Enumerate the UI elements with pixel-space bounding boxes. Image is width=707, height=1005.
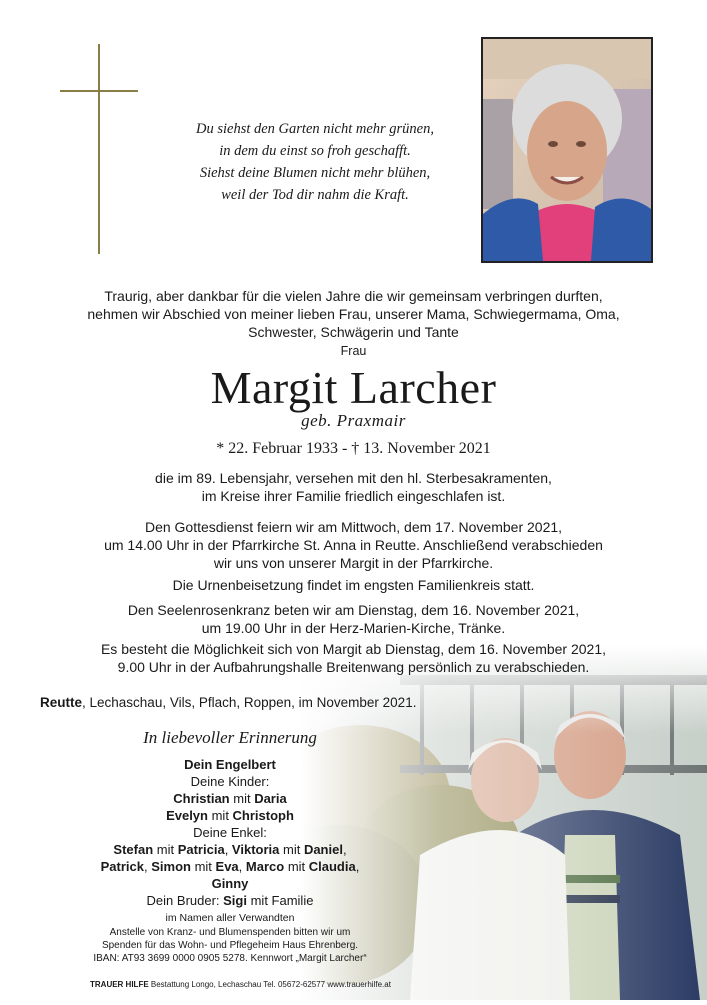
family-connector: mit — [190, 859, 216, 874]
urn-text: Die Urnenbeisetzung findet im engsten Familienkreis statt. — [172, 577, 535, 593]
place-rest: , Lechaschau, Vils, Pflach, Roppen, im November 2021. — [82, 695, 417, 710]
family-name: Patrick — [100, 859, 144, 874]
poem-line: Siehst deine Blumen nicht mehr blühen, — [199, 165, 431, 181]
intro-line: nehmen wir Abschied von meiner lieben Frau, unserer Mama, Schwiegermama, Oma, — [87, 306, 620, 322]
brother-line — [90, 892, 370, 909]
intro-text — [60, 287, 647, 341]
family-connector: mit — [229, 791, 255, 806]
family-name: Marco — [245, 859, 285, 874]
grandchildren-label: Deine Enkel: — [193, 825, 267, 840]
portrait-photo — [481, 37, 653, 263]
child-line — [90, 807, 370, 824]
family-name: Sigi — [223, 893, 247, 908]
grandchild-line — [90, 841, 370, 858]
child-line — [90, 790, 370, 807]
viewing-line: Es besteht die Möglichkeit sich von Margit ab Dienstag, dem 16. November 2021, — [100, 641, 607, 657]
grandchild-line — [90, 858, 370, 875]
service-line: wir uns von unserer Margit in der Pfarrkirche. — [213, 555, 494, 571]
salutation: Frau — [340, 344, 367, 358]
service-line: Den Gottesdienst feiern wir am Mittwoch, dem 17. November 2021, — [144, 519, 563, 535]
service-text — [60, 518, 647, 572]
family-name: Eva — [215, 859, 239, 874]
children-label: Deine Kinder: — [190, 774, 270, 789]
family-separator: , — [355, 859, 360, 874]
rosary-text — [60, 601, 647, 637]
brother-label: Dein Bruder: — [146, 893, 224, 908]
passing-line: im Kreise ihrer Familie friedlich eingeschlafen ist. — [201, 488, 506, 504]
donation-line: IBAN: AT93 3699 0000 0905 5278. Kennwort „Margit Larcher“ — [93, 953, 367, 964]
family-name: Claudia — [308, 859, 356, 874]
family-name: Viktoria — [231, 842, 280, 857]
family-connector: mit — [153, 842, 178, 857]
family-list — [90, 756, 370, 925]
place-bold: Reutte — [40, 695, 83, 710]
poem-line: weil der Tod dir nahm die Kraft. — [221, 187, 409, 203]
intro-line: Schwester, Schwägerin und Tante — [248, 324, 459, 340]
family-name: Christoph — [232, 808, 294, 823]
footer-brand: TRAUER HILFE — [90, 980, 149, 989]
family-connector: mit — [279, 842, 304, 857]
cross-icon-vertical — [98, 44, 100, 254]
family-name: Evelyn — [166, 808, 208, 823]
family-husband: Dein Engelbert — [184, 757, 276, 772]
cross-icon-horizontal — [60, 90, 138, 92]
poem-line: Du siehst den Garten nicht mehr grünen, — [195, 121, 434, 137]
footer — [90, 980, 391, 990]
brother-rest: mit Familie — [246, 893, 314, 908]
deceased-name: Margit Larcher — [210, 362, 497, 413]
viewing-text — [60, 640, 647, 676]
family-connector: mit — [284, 859, 309, 874]
footer-text: Bestattung Longo, Lechaschau Tel. 05672-62577 www.trauerhilfe.at — [148, 980, 391, 989]
donation-line: Spenden für das Wohn- und Pflegeheim Haus Ehrenberg. — [101, 940, 359, 951]
donation-line: Anstelle von Kranz- und Blumenspenden bitten wir um — [109, 927, 351, 938]
passing-text — [60, 469, 647, 505]
rosary-line: Den Seelenrosenkranz beten wir am Dienstag, dem 16. November 2021, — [127, 602, 580, 618]
family-name: Christian — [173, 791, 230, 806]
rosary-line: um 19.00 Uhr in der Herz-Marien-Kirche, Tränke. — [201, 620, 506, 636]
donation-text — [70, 926, 390, 965]
poem-line: in dem du einst so froh geschafft. — [219, 143, 411, 159]
family-separator: , — [224, 842, 232, 857]
family-connector: mit — [207, 808, 233, 823]
life-dates: * 22. Februar 1933 - † 13. November 2021 — [216, 440, 491, 457]
birth-name: geb. Praxmair — [301, 411, 406, 430]
viewing-line: 9.00 Uhr in der Aufbahrungshalle Breitenwang persönlich zu verabschieden. — [117, 659, 590, 675]
family-name: Ginny — [211, 876, 249, 891]
memory-heading: In liebevoller Erinnerung — [143, 728, 317, 747]
family-name: Simon — [151, 859, 191, 874]
place-line — [40, 695, 416, 710]
poem — [175, 118, 455, 206]
intro-line: Traurig, aber dankbar für die vielen Jahre die wir gemeinsam verbringen durften, — [104, 288, 603, 304]
all-relatives: im Namen aller Verwandten — [165, 912, 295, 924]
service-line: um 14.00 Uhr in der Pfarrkirche St. Anna in Reutte. Anschließend verabschieden — [104, 537, 603, 553]
family-name: Patricia — [177, 842, 225, 857]
family-separator: , — [238, 859, 246, 874]
family-name: Daria — [254, 791, 287, 806]
family-separator: , — [342, 842, 347, 857]
family-name: Daniel — [303, 842, 343, 857]
family-name: Stefan — [113, 842, 154, 857]
family-separator: , — [144, 859, 152, 874]
passing-line: die im 89. Lebensjahr, versehen mit den hl. Sterbesakramenten, — [155, 470, 552, 486]
